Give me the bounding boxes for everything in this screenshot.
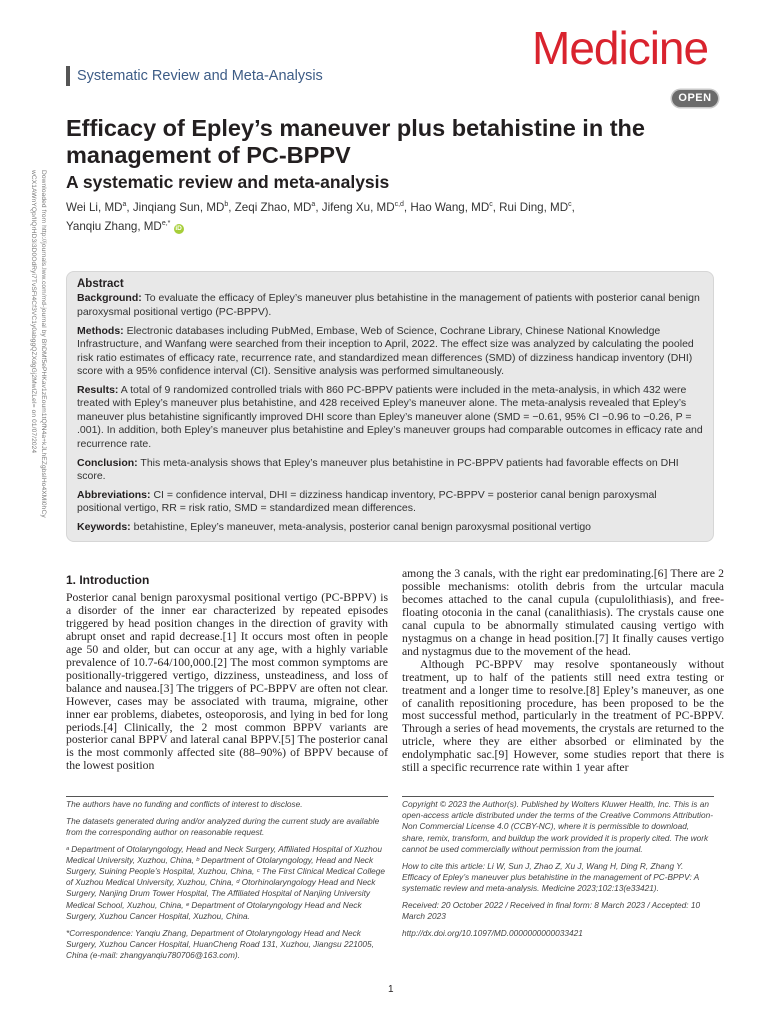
orcid-icon[interactable]: iD	[175, 224, 182, 232]
download-notice: Downloaded from http://journals.lww.com/md-journal by BhDMf5ePHKav1zEoum1tQfN4a+kJLhEZgbsIHo4XMi0hCy wCX1AWnYQp/IlQrHD3i3D0OdRyi7TvSFl4Cf3VC1y0abggQZXdgGj2MwlZLeI= on 01/07/2024	[30, 170, 47, 518]
footnote-divider	[402, 796, 714, 797]
section-heading-introduction: 1. Introduction	[66, 573, 150, 587]
author-list	[66, 197, 706, 235]
footnotes-right	[402, 799, 714, 944]
abstract-box	[66, 271, 714, 542]
abstract-heading: Abstract	[77, 278, 124, 290]
footnotes-left	[66, 799, 388, 967]
body-column-left	[66, 568, 388, 773]
author: Rui Ding, $MD^c$,	[499, 200, 575, 214]
footnote-funding: The authors have no funding and conflicts of interest to disclose.	[66, 799, 303, 809]
doi-link[interactable]: http://dx.doi.org/10.1097/MD.0000000000033421	[402, 927, 583, 938]
journal-logo[interactable]: Medicine	[532, 22, 709, 74]
abstract-results: Results: A total of 9 randomized controlled trials with 860 PC-BPPV patients were included in the meta-analysis, in which 432 were treated with Epley’s maneuver plus betahistine, and 428 received Epley’s maneuver alone. The meta-analysis revealed that Epley’s maneuver plus betahistine significantly improved DHI score than Epley’s maneuver alone (SMD = −0.61, 95% CI −0.96 to −0.26, P = .001). In addition, both Epley’s maneuver plus betahistine and Epley’s maneuver groups had comparable outcomes in efficacy rate and recurrence rate.	[77, 384, 703, 450]
author: Jinqiang Sun, $MD^b$,	[132, 200, 235, 214]
abstract-keywords: Keywords: betahistine, Epley’s maneuver, meta-analysis, posterior canal benign paroxysmal positional vertigo	[77, 521, 591, 534]
author: Jifeng Xu, MD$^{c,d}$,	[321, 200, 411, 214]
section-tag: Systematic Review and Meta-Analysis	[66, 66, 323, 86]
open-access-badge: OPEN	[672, 90, 718, 107]
abstract-abbreviations: Abbreviations: CI = confidence interval, DHI = dizziness handicap inventory, PC-BPPV = posterior canal benign paroxysmal positional vertigo, RR = risk ratio, SMD = standardized mean differences.	[77, 489, 657, 515]
author: Wei Li, $MD^a$,	[66, 200, 133, 214]
footnote-copyright: Copyright © 2023 the Author(s). Published by Wolters Kluwer Health, Inc. This is an open-access article distributed under the terms of the Creative Commons Attribution-Non Commercial License 4.0 (CCBY-NC), where it is permissible to download, share, remix, transform, and buildup the work provided it is properly cited. The work cannot be used commercially without permission from the journal.	[402, 799, 713, 854]
body-column-right	[402, 568, 724, 775]
footnote-dates: Received: 20 October 2022 / Received in final form: 8 March 2023 / Accepted: 10 March 2023	[402, 899, 701, 921]
footnote-data-availability: The datasets generated during and/or analyzed during the current study are available from the corresponding author on reasonable request.	[66, 815, 380, 837]
page-number: 1	[388, 984, 394, 995]
abstract-methods: Methods: Electronic databases including PubMed, Embase, Web of Science, Cochrane Library, Chinese National Knowledge Infrastructure, and Wanfang were searched from their inception to April, 2022. The effect size was analyzed by calculating the pooled risk ratio estimates of efficacy rate, recurrence rate, and standardized mean differences (SMD) of dizziness handicap inventory (DHI) score with a 95% confidence interval (CI). Sensitive analysis was performed simultaneously.	[77, 324, 694, 378]
body-paragraph: among the 3 canals, with the right ear predominating.[6] There are 2 possible mechanisms: otolith debris from the urtcular macula becomes attached to the canal cupula (cupulolithiasis), and free-floating otoconia in the canal (canalithiasis). The crystals cause one canal cupula to be abnormally stimulated causing vertigo with nystagmus on a change in head position.[7] It finally causes vertigo and nystagmus due to the movement of the head.	[402, 567, 724, 658]
article-subtitle: A systematic review and meta-analysis	[66, 172, 390, 192]
footnote-correspondence: *Correspondence: Yanqiu Zhang, Department of Otolaryngology Head and Neck Surgery, Xuzhou Cancer Hospital, HuanCheng Road 131, Xuzhou, Jiangsu 221005, China (e-mail: zhangyanqiu780706@163.com).	[66, 927, 374, 960]
footnote-divider	[66, 796, 388, 797]
footnote-citation: How to cite this article: Li W, Sun J, Zhao Z, Xu J, Wang H, Ding R, Zhang Y. Efficacy of Epley’s maneuver plus betahistine in the management of PC-BPPV: A systematic review and meta-analysis. Medicine 2023;102:13(e33421).	[402, 860, 700, 893]
abstract-conclusion: Conclusion: This meta-analysis shows that Epley’s maneuver plus betahistine in PC-BPPV patients had favorable effects on DHI score.	[77, 456, 679, 483]
author: Yanqiu Zhang, $MD^{e,*}$	[66, 219, 171, 233]
body-paragraph: Posterior canal benign paroxysmal positional vertigo (PC-BPPV) is a disorder of the inner ear characterized by repeated episodes triggered by head position changes in the direction of gravity with abrupt onset and rapid decrease.[1] It occurs most often in people age 50 and older, but can occur at any age, with a highly variable prevalence of 10.7-64/100,000.[2] The most common symptoms are positionally-triggered vertigo, dizziness, unsteadiness, and loss of balance and nausea.[3] The triggers of PC-BPPV are often not clear. However, cases may be associated with trauma, migraine, other inner ear problems, diabetes, osteoporosis, and lying in bed for long periods.[4] Clinically, the 2 most common BPPV variants are posterior canal BPPV and lateral canal BPPV.[5] The posterior canal is the most commonly affected site (88–90%) of BPPV because of the lowest position	[66, 591, 388, 773]
body-paragraph: Although PC-BPPV may resolve spontaneously without treatment, up to half of the patients still need extra testing or treatment and a longer time to resolve.[8] Epley’s maneuver, as one of canalith repositioning procedure, has been proposed to be the most successful method, particularly in the treatment of PC-BPPV. Through a series of head movements, the crystals are returned to the utricle, where they are either absorbed or eliminated by the endolymphatic sac.[9] However, some studies report that there is still a specific recurrence rate within 1 year after	[402, 657, 724, 775]
abstract-background: Background: To evaluate the efficacy of Epley’s maneuver plus betahistine in the management of patients with posterior canal benign paroxysmal positional vertigo (PC-BPPV).	[77, 292, 700, 318]
author: Hao Wang, $MD^c$,	[410, 200, 500, 214]
author: Zeqi Zhao, $MD^a$,	[234, 200, 322, 214]
article-title: Efficacy of Epley’s maneuver plus betahistine in the management of PC-BPPV	[66, 115, 645, 168]
footnote-affiliations: ᵃ Department of Otolaryngology, Head and Neck Surgery, Affiliated Hospital of Xuzhou Medical University, Xuzhou, China, ᵇ Department of Otolaryngology, Head and Neck Surgery, Suining People’s Hospital, Xuzhou, China, ᶜ The First Clinical Medical College of Xuzhou Medical University, Xuzhou, China, ᵈ Otorhinolaryngology Head and Neck Surgery, Nanjing Drum Tower Hospital, The Affiliated Hospital of Nanjing University Medical School, Xuzhou, China, ᵉ Department of Otolaryngology Head and Neck Surgery, Xuzhou Cancer Hospital, Xuzhou, China.	[66, 843, 386, 921]
